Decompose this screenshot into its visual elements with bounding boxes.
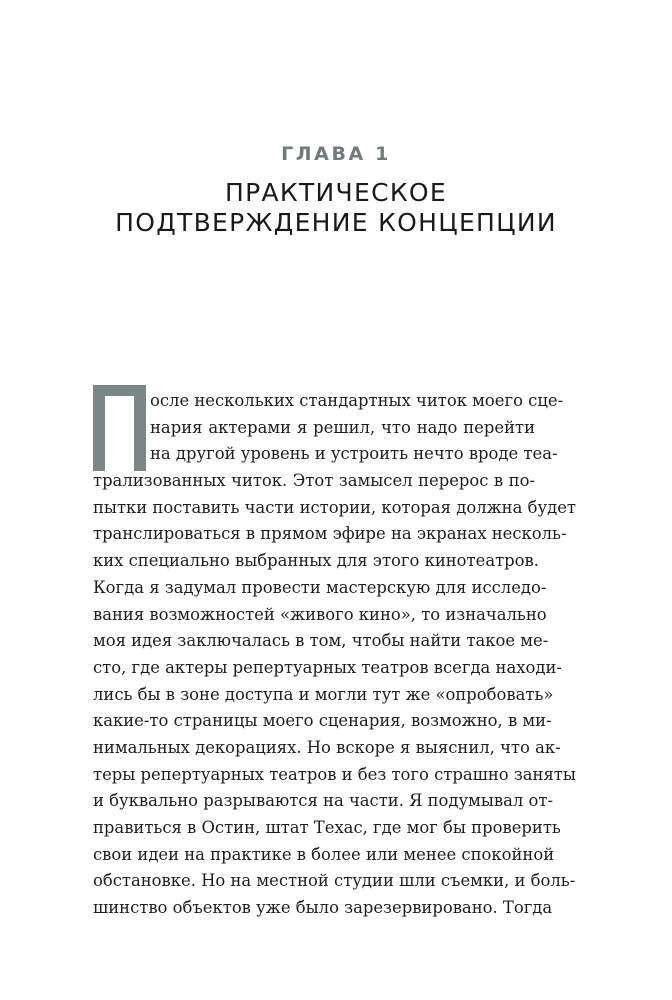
chapter-label: ГЛАВА 1 — [281, 143, 391, 165]
text-line: трализованных читок. Этот замысел перерос в по- — [93, 471, 535, 491]
text-line: нимальных декорациях. Но вскоре я выяснил, что ак- — [93, 737, 561, 757]
text-line: свои идеи на практике в более или менее спокойной — [93, 844, 555, 864]
chapter-title — [0, 178, 672, 238]
text-line: шинство объектов уже было зарезервировано. Тогда — [93, 898, 553, 918]
text-line: вания возможностей «живого кино», то изначально — [93, 604, 547, 624]
text-line: обстановке. Но на местной студии шли съемки, и боль- — [93, 871, 576, 891]
text-line: ких специально выбранных для этого кинотеатров. — [93, 551, 539, 571]
text-line: лись бы в зоне доступа и могли тут же «опробовать» — [93, 684, 554, 704]
text-line: транслироваться в прямом эфире на экранах несколь- — [93, 524, 567, 544]
chapter-title-line-1: ПРАКТИЧЕСКОЕ — [225, 178, 447, 207]
text-line: правиться в Остин, штат Техас, где мог бы проверить — [93, 818, 561, 837]
chapter-title-line-2: ПОДТВЕРЖДЕНИЕ КОНЦЕПЦИИ — [115, 208, 557, 237]
text-line: пытки поставить части истории, которая должна будет — [93, 497, 576, 517]
text-line: теры репертуарных театров и без того страшно заняты — [93, 764, 576, 784]
text-line: осле нескольких стандартных читок моего сце- — [150, 391, 564, 410]
text-line: нария актерами я решил, что надо перейти — [150, 417, 535, 437]
text-line: Когда я задумал провести мастерскую для исследо- — [93, 577, 547, 597]
text-line: и буквально разрываются на части. Я подумывал от- — [93, 791, 554, 811]
text-line: моя идея заключалась в том, чтобы найти такое ме- — [93, 631, 549, 651]
text-line: какие-то страницы моего сценария, возможно, в ми- — [93, 711, 552, 731]
text-line: на другой уровень и устроить нечто вроде теа- — [150, 444, 558, 464]
body-text — [93, 388, 576, 922]
text-line: сто, где актеры репертуарных театров всегда находи- — [93, 657, 562, 677]
